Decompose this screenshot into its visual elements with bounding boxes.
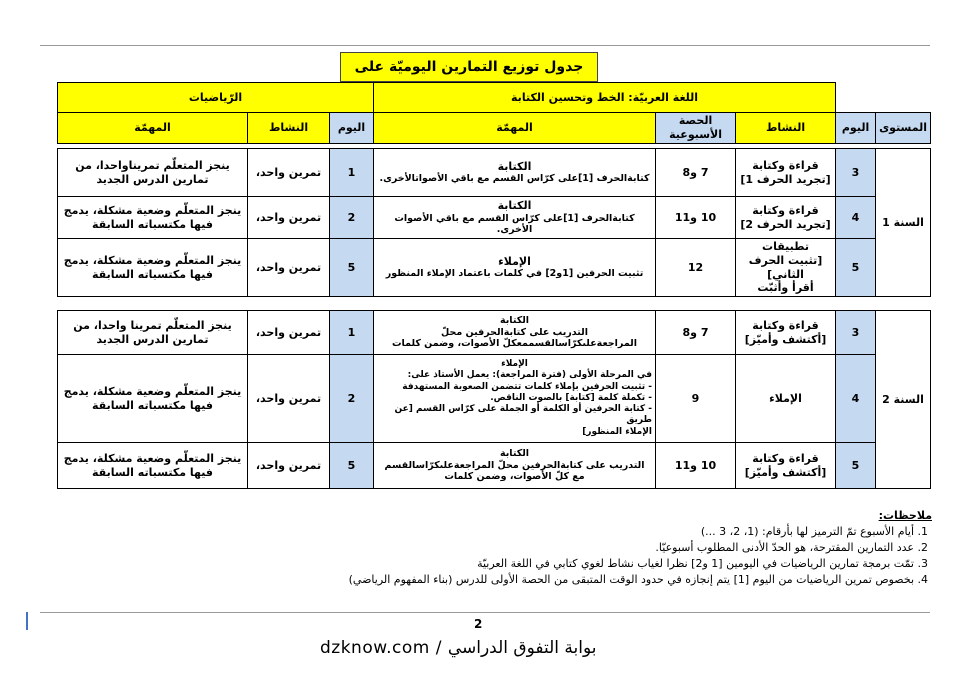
table-row xyxy=(58,311,931,355)
bottom-rule xyxy=(40,612,930,613)
math-section-header: الرّياضيات xyxy=(58,83,374,113)
note-item: 3. تمّت برمجة تمارين الرياضيات في اليومين [1 و2] نظرا لغياب نشاط لغوي كتابي في اللغة العربيّة xyxy=(232,556,914,572)
page-title: جدول توزيع التمارين اليوميّة على xyxy=(340,52,598,82)
task-cell: الإملاء تثبيت الحرفين [1و2] في كلمات باعتماد الإملاء المنظور xyxy=(374,239,656,297)
math-activity-cell: تمرين واحد، xyxy=(248,443,330,489)
day-cell: 3 xyxy=(836,149,876,197)
math-day-cell: 5 xyxy=(330,443,374,489)
note-item: 2. عدد التمارين المقترحة، هو الحدّ الأدنى المطلوب أسبوعيّا. xyxy=(232,540,914,556)
weekly-cell: 7 و8 xyxy=(656,149,736,197)
table-row xyxy=(58,355,931,443)
weekly-cell: 9 xyxy=(656,355,736,443)
notes-list xyxy=(232,524,932,588)
math-task-cell: ينجز المتعلّم تمريناواحدا، من تمارين الدرس الجديد xyxy=(58,149,248,197)
activity-cell: تطبيقات [تثبيت الحرف الثاني] أقرأ وأثبّت xyxy=(736,239,836,297)
task-cell: الكتابة التدريب على كتابةالحرفين محلّ المراجعةعلىكرّاسالقسممعكلّ الأصوات، وضمن كلمات xyxy=(374,311,656,355)
math-activity-cell: تمرين واحد، xyxy=(248,355,330,443)
math-activity-cell: تمرين واحد، xyxy=(248,197,330,239)
col-level: المستوى xyxy=(876,113,931,144)
col-activity: النشاط xyxy=(736,113,836,144)
math-task-cell: ينجز المتعلّم وضعية مشكلة، يدمج فيها مكتسباته السابقة xyxy=(58,355,248,443)
note-item: 4. بخصوص تمرين الرياضيات من اليوم [1] يتم إنجازه في حدود الوقت المتبقى من الحصة الأولى للدرس (بناء المفهوم الرياضي) xyxy=(232,572,914,588)
weekly-cell: 7 و8 xyxy=(656,311,736,355)
math-activity-cell: تمرين واحد، xyxy=(248,311,330,355)
day-cell: 4 xyxy=(836,355,876,443)
math-day-cell: 2 xyxy=(330,355,374,443)
col-math-task: المهمّة xyxy=(58,113,248,144)
notes-section xyxy=(232,508,932,588)
math-day-cell: 1 xyxy=(330,311,374,355)
math-task-cell: ينجز المتعلّم وضعية مشكلة، يدمج فيها مكتسباته السابقة xyxy=(58,443,248,489)
col-math-day: اليوم xyxy=(330,113,374,144)
table-row xyxy=(58,197,931,239)
activity-cell: قراءة وكتابة [أكتشف وأميّز] xyxy=(736,311,836,355)
header-table xyxy=(57,82,931,144)
col-day: اليوم xyxy=(836,113,876,144)
notes-heading: ملاحظات: xyxy=(878,509,932,522)
math-task-cell: ينجز المتعلّم وضعية مشكلة، يدمج فيها مكتسباته السابقة xyxy=(58,239,248,297)
margin-mark xyxy=(26,612,28,630)
table-row xyxy=(58,443,931,489)
math-activity-cell: تمرين واحد، xyxy=(248,149,330,197)
task-cell: الإملاء في المرحلة الأولى (فترة المراجعة): يعمل الأستاذ على: - تثبيت الحرفين بإملاء كلمات تتضمن الصعوبة المستهدفة - تكملة كلمة [كتابة] بالصوت الناقص. - كتابة الحرفين أو الكلمة أو الجملة على كرّاس القسم [عن طريق الإملاء المنظور] xyxy=(374,355,656,443)
math-day-cell: 5 xyxy=(330,239,374,297)
footer-source: dzknow.com / بوابة التفوق الدراسي xyxy=(320,638,597,658)
day-cell: 5 xyxy=(836,443,876,489)
math-task-cell: ينجز المتعلّم وضعية مشكلة، يدمج فيها مكتسباته السابقة xyxy=(58,197,248,239)
note-item: 1. أيام الأسبوع تمّ الترميز لها بأرقام: (1، 2، 3 ...) xyxy=(232,524,914,540)
top-rule xyxy=(40,45,930,46)
activity-cell: قراءة وكتابة [تجريد الحرف 1] xyxy=(736,149,836,197)
day-cell: 4 xyxy=(836,197,876,239)
table-row xyxy=(58,149,931,197)
task-cell: الكتابة كتابةالحرف [1]على كرّاس القسم مع باقي الأصوات الأخرى. xyxy=(374,197,656,239)
col-task: المهمّة xyxy=(374,113,656,144)
activity-cell: الإملاء xyxy=(736,355,836,443)
col-weekly-share: الحصة الأسبوعية xyxy=(656,113,736,144)
weekly-cell: 10 و11 xyxy=(656,443,736,489)
level-cell: السنة 2 xyxy=(876,311,931,489)
activity-cell: قراءة وكتابة [تجريد الحرف 2] xyxy=(736,197,836,239)
math-task-cell: ينجز المتعلّم تمرينا واحدا، من تمارين الدرس الجديد xyxy=(58,311,248,355)
math-activity-cell: تمرين واحد، xyxy=(248,239,330,297)
year2-table xyxy=(57,310,931,489)
table-row xyxy=(58,239,931,297)
weekly-cell: 10 و11 xyxy=(656,197,736,239)
task-cell: الكتابة كتابةالحرف [1]على كرّاس القسم مع باقي الأصواتالأخرى. xyxy=(374,149,656,197)
level-cell: السنة 1 xyxy=(876,149,931,297)
math-day-cell: 1 xyxy=(330,149,374,197)
page-number: 2 xyxy=(474,617,483,631)
math-day-cell: 2 xyxy=(330,197,374,239)
arabic-section-header: اللغة العربيّة: الخط وتحسين الكتابة xyxy=(374,83,836,113)
task-cell: الكتابة التدريب على كتابةالحرفين محلّ المراجعةعلىكرّاسالقسم مع كلّ الأصوات، وضمن كلمات xyxy=(374,443,656,489)
col-math-activity: النشاط xyxy=(248,113,330,144)
weekly-cell: 12 xyxy=(656,239,736,297)
year1-table xyxy=(57,148,931,297)
activity-cell: قراءة وكتابة [أكتشف وأميّز] xyxy=(736,443,836,489)
day-cell: 5 xyxy=(836,239,876,297)
day-cell: 3 xyxy=(836,311,876,355)
